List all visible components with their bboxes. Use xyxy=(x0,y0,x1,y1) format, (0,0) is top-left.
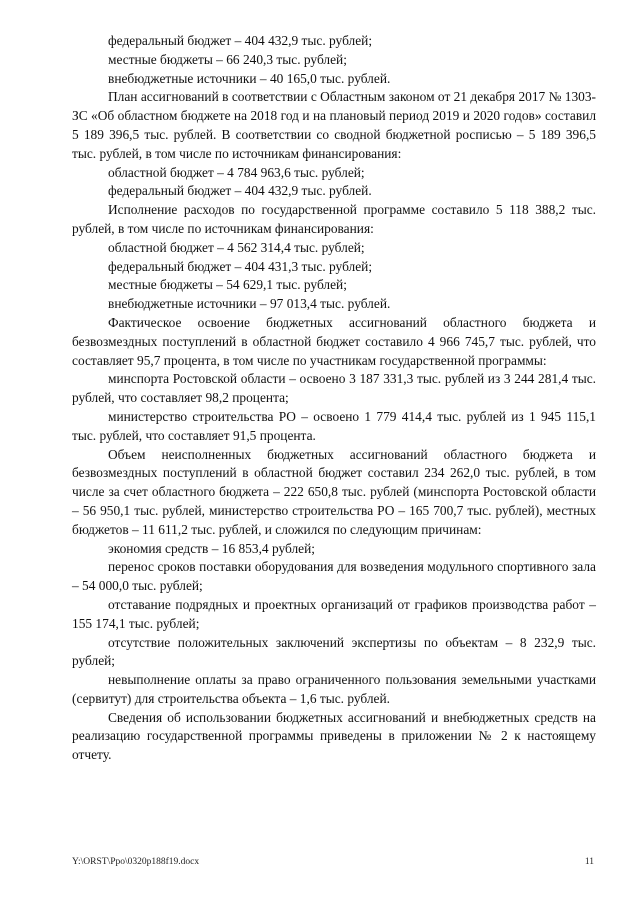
budget-line-local: местные бюджеты – 66 240,3 тыс. рублей; xyxy=(108,51,347,67)
execution-line-federal: федеральный бюджет – 404 431,3 тыс. рублей; xyxy=(108,258,373,274)
paragraph-actual-spending: Фактическое освоение бюджетных ассигнований областного бюджета и безвозмездных поступлений в областной бюджет составило 4 966 745,7 тыс. рублей, что составляет 95,7 процента, в том числе по участникам государственной программы: xyxy=(72,314,596,368)
paragraph-minstroy: министерство строительства РО – освоено 1 779 414,4 тыс. рублей из 1 945 115,1 тыс. рублей, что составляет 91,5 процента. xyxy=(72,408,596,443)
page-footer xyxy=(72,857,596,871)
budget-line-federal: федеральный бюджет – 404 432,9 тыс. рублей; xyxy=(108,33,373,48)
execution-line-extrabudgetary: внебюджетные источники – 97 013,4 тыс. рублей. xyxy=(108,296,391,312)
execution-line-local: местные бюджеты – 54 629,1 тыс. рублей; xyxy=(108,277,347,293)
reason-servitude: невыполнение оплаты за право ограниченного пользования земельными участками (сервитут) для строительства объекта – 1,6 тыс. рублей. xyxy=(72,672,596,706)
file-path: Y:\ORST\Ppo\0320p188f19.docx xyxy=(72,857,200,867)
document-body xyxy=(72,32,596,765)
page-number: 11 xyxy=(584,857,594,867)
execution-line-regional: областной бюджет – 4 562 314,4 тыс. рублей; xyxy=(108,239,365,255)
budget-line-extrabudgetary: внебюджетные источники – 40 165,0 тыс. рублей. xyxy=(108,70,391,86)
reason-delivery-delay: перенос сроков поставки оборудования для возведения модульного спортивного зала – 54 000,0 тыс. рублей; xyxy=(72,559,596,594)
reason-contractor-delay: отставание подрядных и проектных организаций от графиков производства работ – 155 174,1 тыс. рублей; xyxy=(72,596,596,631)
reason-savings: экономия средств – 16 853,4 рублей; xyxy=(108,540,315,556)
reason-no-expertise: отсутствие положительных заключений экспертизы по объектам – 8 232,9 тыс. рублей; xyxy=(72,634,596,669)
budget-line-regional: областной бюджет – 4 784 963,6 тыс. рублей; xyxy=(108,164,365,180)
paragraph-allocation-plan: План ассигнований в соответствии с Областным законом от 21 декабря 2017 № 1303-ЗС «Об областном бюджете на 2018 год и на плановый период 2019 и 2020 годов» составил 5 189 396,5 тыс. рублей. В соответствии со сводной бюджетной росписью – 5 189 396,5 тыс. рублей, в том числе по источникам финансирования: xyxy=(72,89,596,161)
paragraph-execution: Исполнение расходов по государственной программе составило 5 118 388,2 тыс. рублей, в том числе по источникам финансирования: xyxy=(72,202,596,236)
budget-line-federal-2: федеральный бюджет – 404 432,9 тыс. рублей. xyxy=(108,183,372,199)
paragraph-unexecuted: Объем неисполненных бюджетных ассигнований областного бюджета и безвозмездных поступлений в областной бюджет составил 234 262,0 тыс. рублей, в том числе за счет областного бюджета – 222 650,8 тыс. рублей (минспорта Ростовской области – 56 950,1 тыс. рублей, министерство строительства РО – 165 700,7 тыс. рублей), местных бюджетов – 11 611,2 тыс. рублей, и сложился по следующим причинам: xyxy=(72,446,596,537)
paragraph-minsport: минспорта Ростовской области – освоено 3 187 331,3 тыс. рублей из 3 244 281,4 тыс. рублей, что составляет 98,2 процента; xyxy=(72,371,596,406)
paragraph-appendix-reference: Сведения об использовании бюджетных ассигнований и внебюджетных средств на реализацию государственной программы приведены в приложении № 2 к настоящему отчету. xyxy=(72,709,596,763)
